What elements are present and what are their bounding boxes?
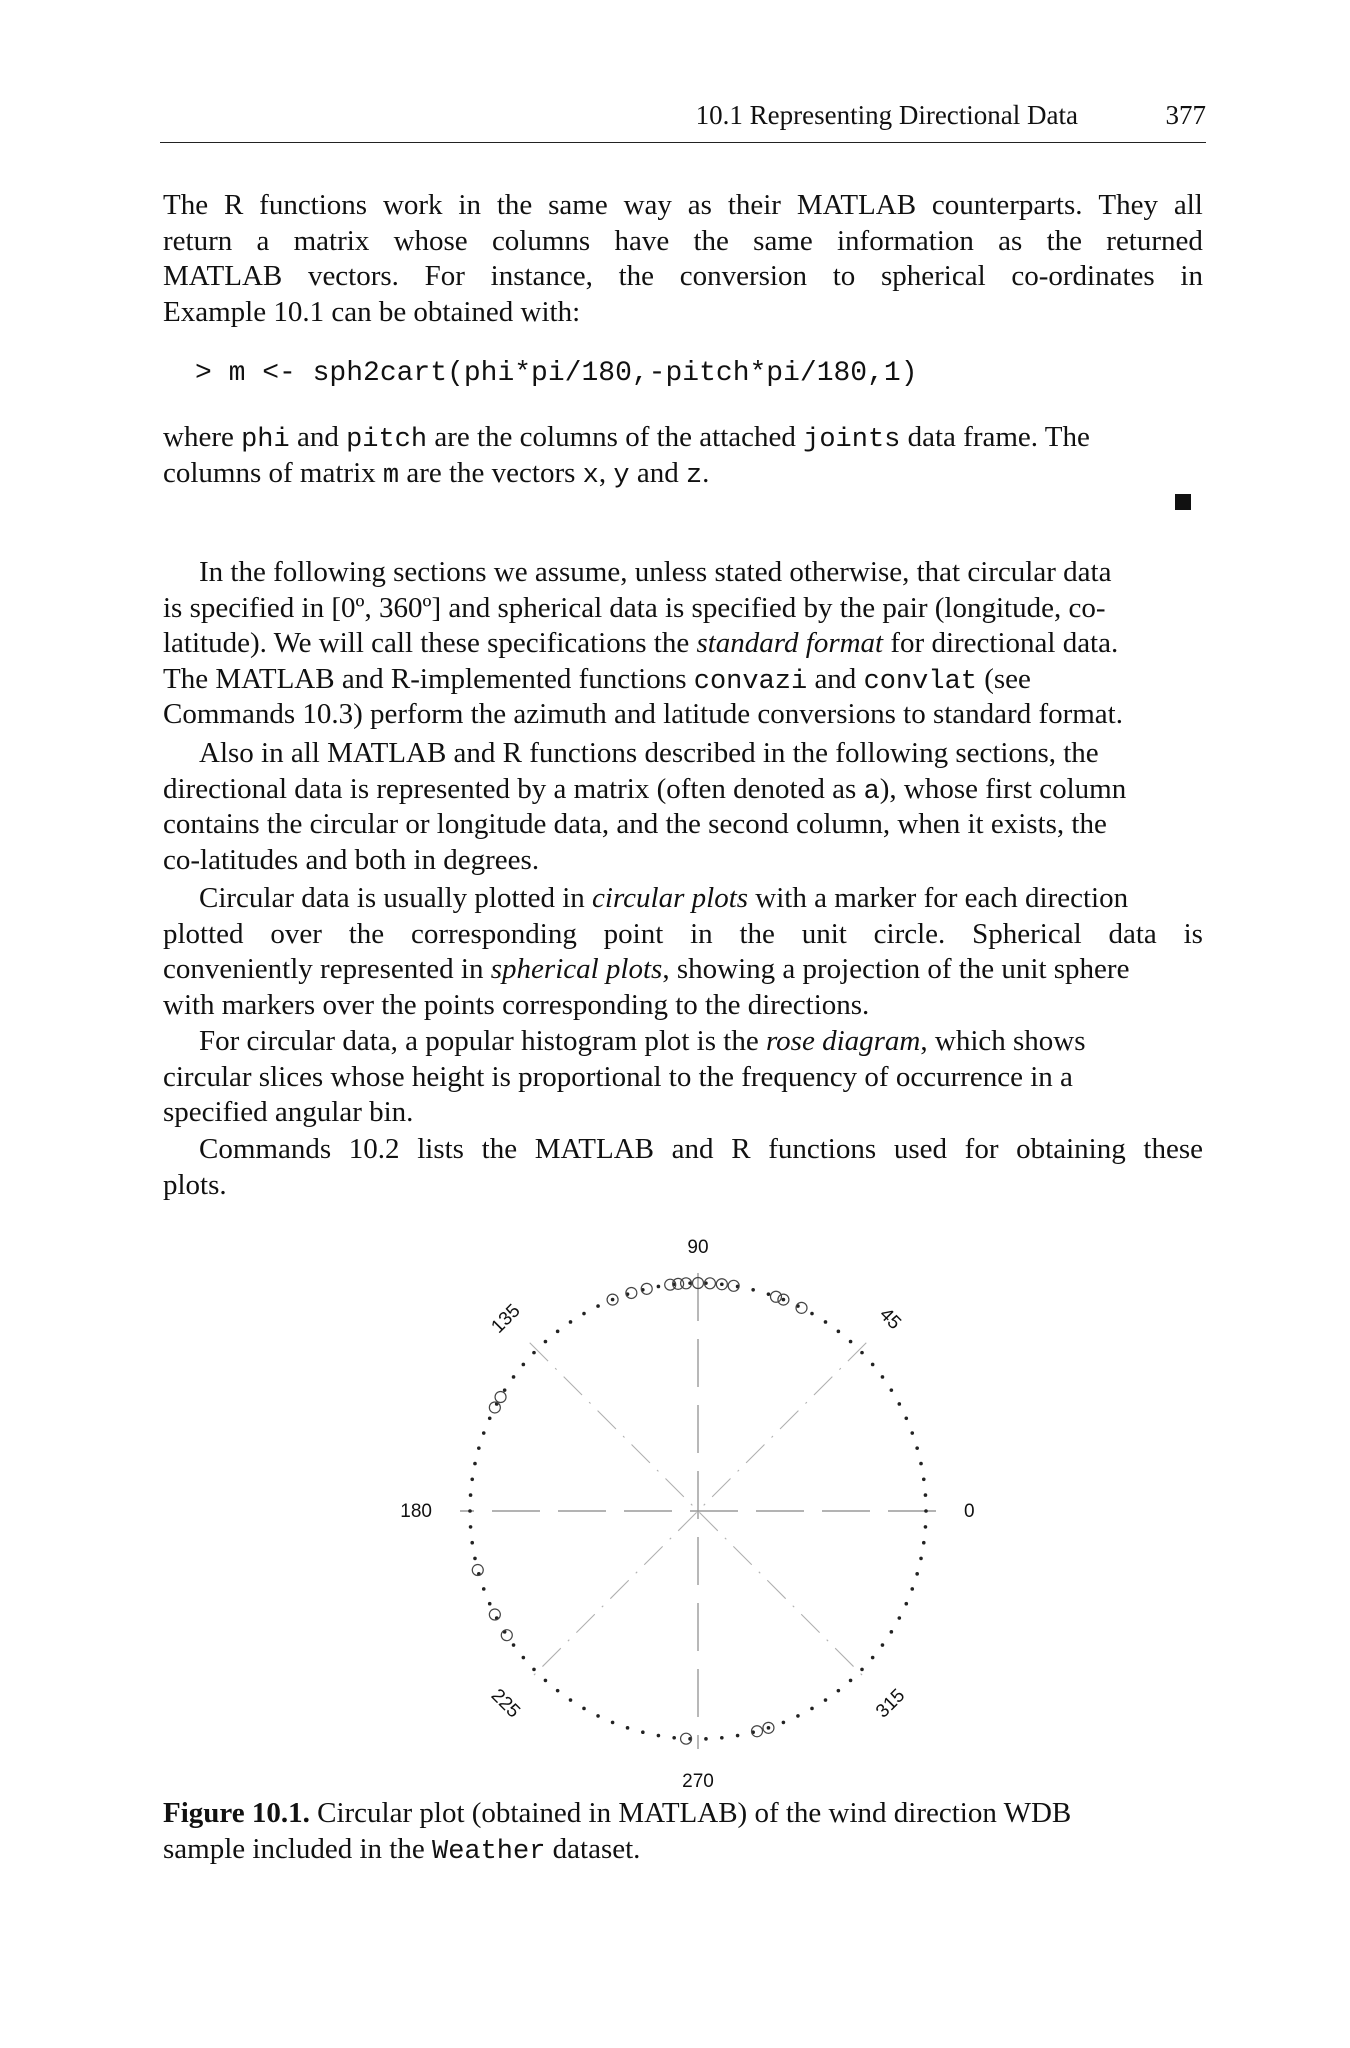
code-line: > m <- sph2cart(phi*pi/180,-pitch*pi/180,1)	[195, 358, 918, 389]
word: returned	[1106, 224, 1203, 257]
word: The	[163, 189, 209, 221]
word: way	[623, 189, 672, 221]
unit-circle-dot	[626, 1726, 630, 1730]
unit-circle-dot	[910, 1431, 914, 1435]
word: counterparts.	[931, 189, 1083, 221]
word: 10.2	[348, 1133, 400, 1165]
text: sample included in the	[163, 1832, 432, 1865]
word: conversion	[679, 260, 807, 292]
unit-circle-dot	[849, 1340, 853, 1344]
word: MATLAB	[796, 189, 917, 221]
paragraph-3	[163, 555, 1203, 733]
text: (see	[976, 662, 1031, 695]
unit-circle-dot	[704, 1737, 708, 1741]
unit-circle-dot	[898, 1402, 902, 1406]
end-of-example-mark	[1175, 494, 1191, 510]
word: in	[458, 189, 481, 221]
unit-circle-dot	[470, 1477, 474, 1481]
inline-code: x	[582, 460, 599, 491]
direction-marker	[489, 1402, 500, 1413]
text-line: Also in all MATLAB and R functions described in the following sections, the	[199, 737, 1099, 769]
unit-circle-dot	[522, 1656, 526, 1660]
text: data frame. The	[900, 421, 1090, 453]
word: point	[603, 917, 664, 950]
text: The MATLAB and R-implemented functions	[163, 662, 694, 695]
word: as	[687, 189, 712, 221]
word: the	[496, 189, 533, 221]
justified-line	[163, 917, 1203, 953]
text: Circular plot (obtained in MATLAB) of the wind direction WDB	[309, 1797, 1072, 1829]
text-line	[163, 626, 1203, 662]
unit-circle-dot	[782, 1721, 786, 1725]
unit-circle-dot	[657, 1734, 661, 1738]
circular-plot	[380, 1225, 1000, 1795]
unit-circle-dot	[477, 1446, 481, 1450]
unit-circle-dot	[922, 1477, 926, 1481]
text-line: contains the circular or longitude data, and the second column, when it exists, the	[163, 808, 1107, 840]
unit-circle-dot	[904, 1602, 908, 1606]
unit-circle-dot	[596, 1304, 600, 1308]
word: For	[424, 260, 465, 292]
word: plotted	[163, 917, 244, 950]
direction-marker	[501, 1630, 512, 1641]
text-line	[163, 952, 1203, 988]
word: same	[753, 224, 813, 257]
unit-circle-dot	[569, 1320, 573, 1324]
unit-circle-dot	[849, 1679, 853, 1683]
word: whose	[393, 224, 468, 257]
unit-circle-dot	[522, 1363, 526, 1367]
word: vectors.	[307, 260, 399, 292]
emphasis: spherical plots	[490, 953, 663, 985]
justified-line	[163, 224, 1203, 260]
unit-circle-dot	[582, 1312, 586, 1316]
unit-circle-dot	[488, 1602, 492, 1606]
word: unit	[801, 917, 847, 950]
unit-circle-dot	[488, 1416, 492, 1420]
unit-circle-dot	[767, 1726, 771, 1730]
unit-circle-dot	[503, 1388, 507, 1392]
paragraph-4	[163, 736, 1203, 878]
text: latitude). We will call these specifications the	[163, 627, 697, 659]
unit-circle-dot	[924, 1525, 928, 1529]
word: used	[893, 1133, 947, 1165]
unit-circle-dot	[922, 1541, 926, 1545]
unit-circle-dot	[482, 1587, 486, 1591]
word: corresponding	[410, 917, 577, 950]
unit-circle-dot	[720, 1282, 724, 1286]
text-line: Example 10.1 can be obtained with:	[163, 295, 581, 328]
text-line: specified angular bin.	[163, 1096, 414, 1128]
word: MATLAB	[534, 1133, 654, 1165]
word: circle.	[873, 917, 946, 950]
unit-circle-dot	[810, 1312, 814, 1316]
word: spherical	[880, 260, 986, 292]
text: for directional data.	[883, 627, 1119, 659]
unit-circle-dot	[470, 1541, 474, 1545]
unit-circle-dot	[915, 1572, 919, 1576]
text-line: is specified in [0º, 360º] and spherical data is specified by the pair (longitude, co-	[163, 591, 1106, 624]
word: in	[690, 917, 713, 950]
unit-circle-dot	[468, 1509, 472, 1513]
unit-circle-dot	[657, 1285, 661, 1289]
word: as	[998, 224, 1023, 257]
word: co-ordinates	[1011, 260, 1155, 292]
running-head-title: 10.1 Representing Directional Data	[695, 100, 1078, 130]
unit-circle-dot	[919, 1462, 923, 1466]
inline-code: joints	[803, 425, 901, 455]
word: the	[618, 260, 655, 292]
text: For circular data, a popular histogram plot is the	[199, 1025, 766, 1057]
emphasis: standard format	[696, 627, 884, 659]
angle-label: 270	[682, 1771, 714, 1792]
text-line	[163, 772, 1203, 808]
direction-marker	[489, 1609, 500, 1620]
running-head	[160, 96, 1206, 143]
unit-circle-dot	[767, 1292, 771, 1296]
unit-circle-dot	[890, 1630, 894, 1634]
word: over	[270, 917, 322, 950]
inline-code: m	[382, 460, 400, 491]
unit-circle-dot	[751, 1288, 755, 1292]
word: same	[548, 189, 608, 221]
text: .	[702, 456, 710, 489]
text: directional data is represented by a matrix (often denoted as	[163, 772, 864, 805]
text-line	[163, 420, 1203, 456]
word: the	[739, 917, 775, 950]
text-line: In the following sections we assume, unless stated otherwise, that circular data	[199, 556, 1112, 588]
text-line: co-latitudes and both in degrees.	[163, 843, 540, 876]
unit-circle-dot	[512, 1643, 516, 1647]
unit-circle-dot	[837, 1330, 841, 1334]
text: and	[289, 421, 347, 453]
unit-circle-dot	[544, 1340, 548, 1344]
unit-circle-dot	[720, 1736, 724, 1740]
angle-label: 180	[400, 1501, 432, 1522]
word: R	[731, 1133, 751, 1165]
unit-circle-dot	[824, 1320, 828, 1324]
unit-circle-dot	[641, 1730, 645, 1734]
unit-circle-dot	[796, 1714, 800, 1718]
unit-circle-dot	[611, 1298, 615, 1302]
figure-label: Figure 10.1.	[163, 1797, 310, 1829]
figure-caption	[163, 1796, 1203, 1867]
text: conveniently represented in	[163, 953, 491, 985]
unit-circle-dot	[596, 1714, 600, 1718]
page-number: 377	[1165, 100, 1206, 130]
text: ), whose first column	[879, 772, 1127, 805]
unit-circle-dot	[532, 1668, 536, 1672]
unit-circle-dot	[532, 1351, 536, 1355]
word: to	[832, 260, 856, 292]
word: for	[964, 1133, 999, 1165]
word: functions	[259, 189, 368, 221]
word: work	[382, 189, 443, 221]
word: information	[837, 224, 974, 257]
unit-circle-dot	[890, 1388, 894, 1392]
text: , showing a projection of the unit sphere	[662, 953, 1130, 985]
word: their	[727, 189, 781, 221]
unit-circle-dot	[824, 1698, 828, 1702]
inline-code: phi	[241, 425, 290, 455]
angle-label: 90	[687, 1237, 709, 1258]
unit-circle-dot	[871, 1656, 875, 1660]
unit-circle-dot	[919, 1557, 923, 1561]
justified-line	[163, 259, 1203, 295]
unit-circle-dot	[860, 1351, 864, 1355]
word: Commands	[199, 1133, 332, 1165]
unit-circle-dot	[782, 1298, 786, 1302]
inline-code: pitch	[346, 425, 428, 455]
word: the	[481, 1133, 518, 1165]
word: these	[1143, 1133, 1203, 1165]
word: MATLAB	[163, 260, 283, 292]
caption-line	[163, 1796, 1203, 1832]
unit-circle-dot	[556, 1689, 560, 1693]
unit-circle-dot	[871, 1363, 875, 1367]
text-line: circular slices whose height is proportional to the frequency of occurrence in a	[163, 1060, 1073, 1093]
text: ,	[598, 456, 614, 489]
inline-code: convazi	[693, 666, 808, 697]
inline-code: y	[613, 460, 630, 491]
text: columns of matrix	[163, 456, 383, 489]
angle-label: 135	[487, 1300, 525, 1338]
word: is	[1183, 917, 1203, 950]
paragraph-2	[163, 420, 1203, 491]
justified-line	[163, 1132, 1203, 1168]
unit-circle-dot	[582, 1707, 586, 1711]
unit-circle-dot	[482, 1431, 486, 1435]
unit-circle-dot	[556, 1330, 560, 1334]
unit-circle-dot	[469, 1525, 473, 1529]
unit-circle-dot	[860, 1668, 864, 1672]
word: columns	[491, 224, 591, 257]
direction-marker	[770, 1291, 781, 1302]
angle-label: 45	[875, 1304, 905, 1334]
text-line: with markers over the points corresponding to the directions.	[163, 988, 870, 1021]
text-line	[163, 881, 1203, 917]
word: the	[348, 917, 385, 950]
word: in	[1180, 260, 1203, 292]
paragraph-7	[163, 1132, 1203, 1203]
text-line: Commands 10.3) perform the azimuth and latitude conversions to standard format.	[163, 698, 1123, 730]
unit-circle-dot	[837, 1689, 841, 1693]
direction-marker	[495, 1392, 506, 1403]
text: and	[629, 456, 686, 489]
text: are the vectors	[399, 456, 583, 489]
word: functions	[768, 1133, 877, 1165]
word: instance,	[490, 260, 593, 292]
inline-code: Weather	[432, 1836, 546, 1867]
unit-circle-dot	[898, 1616, 902, 1620]
text: , which shows	[920, 1025, 1086, 1057]
word: and	[671, 1133, 714, 1165]
angle-label: 225	[486, 1685, 524, 1723]
text: where	[163, 421, 242, 453]
unit-circle-dot	[473, 1557, 477, 1561]
unit-circle-dot	[736, 1734, 740, 1738]
inline-code: convlat	[863, 666, 977, 697]
word: a	[256, 224, 270, 257]
word: R	[223, 189, 244, 221]
word: return	[163, 224, 233, 257]
emphasis: rose diagram	[765, 1025, 921, 1057]
text: are the columns of the attached	[427, 421, 804, 453]
text-line	[163, 456, 1203, 492]
unit-circle-dot	[910, 1587, 914, 1591]
unit-circle-dot	[924, 1493, 928, 1497]
word: the	[693, 224, 729, 257]
unit-circle-dot	[473, 1462, 477, 1466]
unit-circle-dot	[569, 1698, 573, 1702]
word: data	[1108, 917, 1157, 950]
paragraph-5	[163, 881, 1203, 1023]
emphasis: circular plots	[592, 882, 749, 914]
justified-line	[163, 188, 1203, 224]
text: and	[807, 662, 864, 695]
inline-code: z	[685, 460, 703, 491]
text-line	[163, 1024, 1203, 1060]
unit-circle-dot	[611, 1721, 615, 1725]
paragraph-6	[163, 1024, 1203, 1131]
unit-circle-dot	[881, 1643, 885, 1647]
caption-line	[163, 1832, 1203, 1868]
inline-code: a	[863, 776, 880, 807]
word: the	[1046, 224, 1083, 257]
angle-label: 0	[964, 1501, 975, 1522]
paragraph-1	[163, 188, 1203, 330]
word: have	[614, 224, 670, 257]
unit-circle-dot	[881, 1375, 885, 1379]
text: with a marker for each direction	[748, 882, 1129, 914]
unit-circle-dot	[924, 1509, 928, 1513]
text: Circular data is usually plotted in	[199, 882, 593, 914]
word: Spherical	[972, 917, 1082, 950]
text: dataset.	[545, 1832, 641, 1865]
unit-circle-dot	[544, 1679, 548, 1683]
unit-circle-dot	[672, 1736, 676, 1740]
text-line: plots.	[163, 1168, 227, 1201]
word: obtaining	[1016, 1133, 1126, 1165]
text-line	[163, 662, 1203, 698]
unit-circle-dot	[512, 1375, 516, 1379]
angle-label: 315	[872, 1685, 910, 1723]
word: They	[1098, 189, 1158, 221]
unit-circle-dot	[469, 1493, 473, 1497]
word: matrix	[293, 224, 370, 257]
word: all	[1173, 189, 1203, 221]
word: lists	[417, 1133, 464, 1165]
unit-circle-dot	[904, 1416, 908, 1420]
unit-circle-dot	[915, 1446, 919, 1450]
unit-circle-dot	[810, 1707, 814, 1711]
